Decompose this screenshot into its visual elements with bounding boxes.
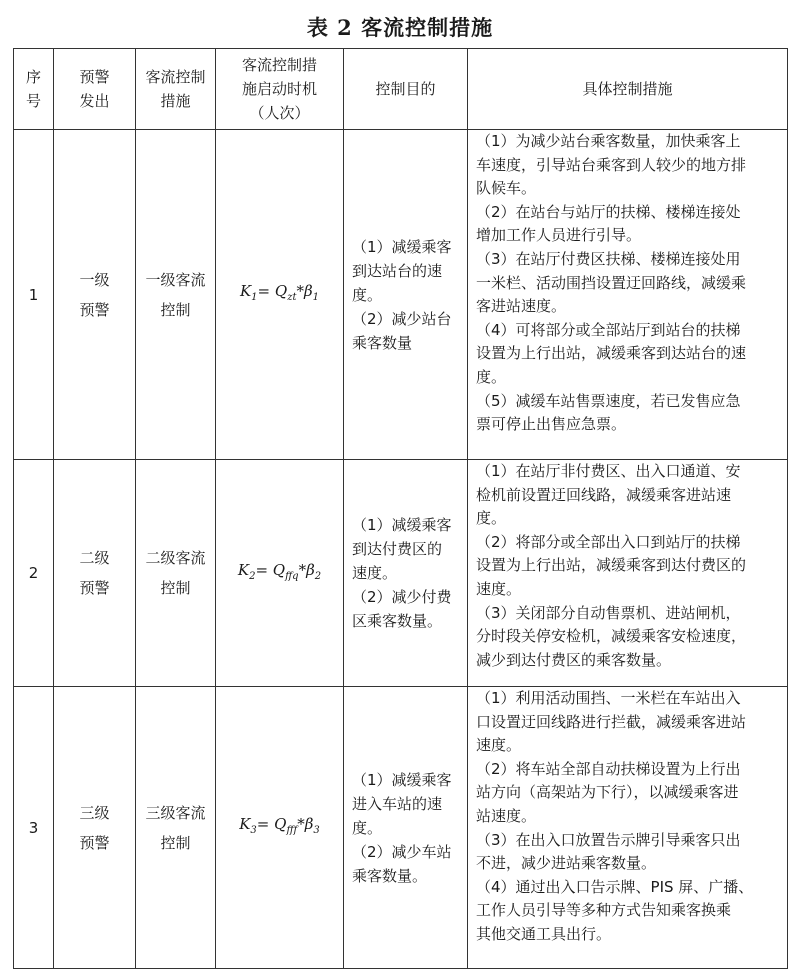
cell-seq: 1 bbox=[14, 130, 54, 460]
cell-goal: （1）减缓乘客 到达付费区的 速度。 （2）减少付费 区乘客数量。 bbox=[344, 460, 468, 687]
table-row bbox=[14, 460, 788, 687]
cell-measure-type: 二级客流 控制 bbox=[136, 460, 216, 687]
header-trigger: 客流控制措 施启动时机 （人次） bbox=[216, 49, 344, 130]
cell-warning: 一级 预警 bbox=[54, 130, 136, 460]
cell-trigger-formula: $K_3= Q_{fff}*\beta_3$ bbox=[216, 687, 344, 969]
table-row bbox=[14, 130, 788, 460]
passenger-flow-control-table bbox=[13, 48, 788, 969]
cell-detail: （1）为减少站台乘客数量，加快乘客上 车速度，引导站台乘客到人较少的地方排 队候车。 （2）在站台与站厅的扶梯、楼梯连接处 增加工作人员进行引导。 （3）在站厅付费区扶梯、楼梯连接处用 一米栏、活动围挡设置迂回路线，减缓乘 客进站速度。 （4）可将部分或全部站厅到站台的扶梯 设置为上行出站，减缓乘客到达站台的速 度。 （5）减缓车站售票速度，若已发售应急 票可停止出售应急票。 bbox=[468, 130, 788, 460]
cell-detail: （1）利用活动围挡、一米栏在车站出入 口设置迂回线路进行拦截，减缓乘客进站 速度。 （2）将车站全部自动扶梯设置为上行出 站方向（高架站为下行），以减缓乘客进 站速度。 （3）在出入口放置告示牌引导乘客只出 不进，减少进站乘客数量。 （4）通过出入口告示牌、PIS 屏、广播、 工作人员引导等多种方式告知乘客换乘 其他交通工具出行。 bbox=[468, 687, 788, 969]
cell-warning: 二级 预警 bbox=[54, 460, 136, 687]
header-detail: 具体控制措施 bbox=[468, 49, 788, 130]
cell-measure-type: 一级客流 控制 bbox=[136, 130, 216, 460]
cell-seq: 2 bbox=[14, 460, 54, 687]
header-warning: 预警 发出 bbox=[54, 49, 136, 130]
table-row bbox=[14, 687, 788, 969]
header-measure-type: 客流控制 措施 bbox=[136, 49, 216, 130]
header-seq: 序 号 bbox=[14, 49, 54, 130]
cell-measure-type: 三级客流 控制 bbox=[136, 687, 216, 969]
cell-trigger-formula: $K_1= Q_{zt}*\beta_1$ bbox=[216, 130, 344, 460]
header-goal: 控制目的 bbox=[344, 49, 468, 130]
cell-goal: （1）减缓乘客 进入车站的速 度。 （2）减少车站 乘客数量。 bbox=[344, 687, 468, 969]
cell-trigger-formula: $K_2= Q_{ffq}*\beta_2$ bbox=[216, 460, 344, 687]
cell-seq: 3 bbox=[14, 687, 54, 969]
table-title: 表 2 客流控制措施 bbox=[306, 15, 494, 40]
cell-detail: （1）在站厅非付费区、出入口通道、安 检机前设置迂回线路，减缓乘客进站速 度。 （2）将部分或全部出入口到站厅的扶梯 设置为上行出站，减缓乘客到达付费区的 速度。 （3）关闭部分自动售票机、进站闸机， 分时段关停安检机，减缓乘客安检速度， 减少到达付费区的乘客数量。 bbox=[468, 460, 788, 687]
header-row bbox=[14, 49, 788, 130]
cell-warning: 三级 预警 bbox=[54, 687, 136, 969]
cell-goal: （1）减缓乘客 到达站台的速 度。 （2）减少站台 乘客数量 bbox=[344, 130, 468, 460]
